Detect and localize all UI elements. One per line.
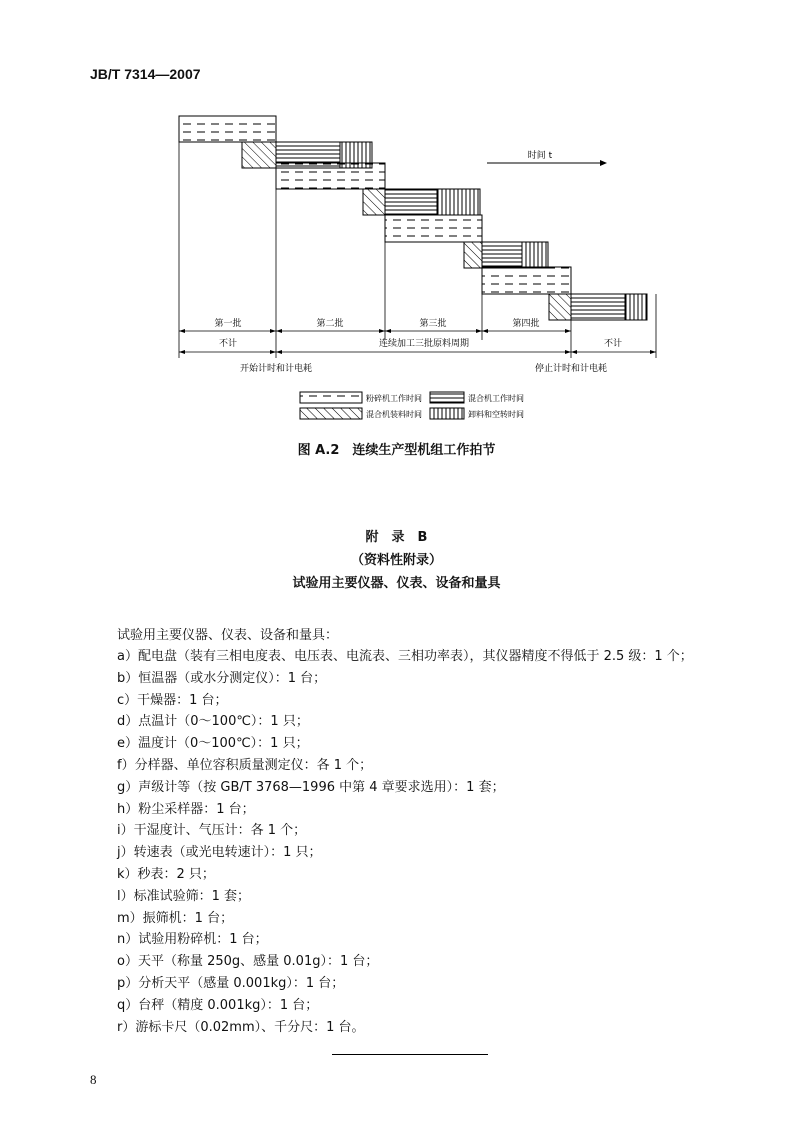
legend-swatch-unload-idle <box>430 408 464 419</box>
figure-legend <box>300 392 524 419</box>
mixer-work-bar-3 <box>482 242 522 268</box>
list-item: i）干湿度计、气压计：各 1 个； <box>117 823 307 839</box>
period-end-label: 不计 <box>603 339 623 349</box>
grinder-work-bar-1 <box>179 116 276 142</box>
list-item: e）温度计（0～100℃）：1 只； <box>117 736 309 752</box>
mixer-loading-bar-3 <box>464 242 482 268</box>
list-item: d）点温计（0～100℃）：1 只； <box>117 714 309 730</box>
grinder-work-bar-4 <box>482 267 571 294</box>
batch-dividers <box>179 142 656 358</box>
mixer-loading-bar-4 <box>549 294 571 320</box>
list-item: p）分析天平（感量 0.001kg）：1 台； <box>117 975 345 991</box>
list-item: l）标准试验筛：1 套； <box>117 888 251 904</box>
period-dimension-line <box>179 350 656 354</box>
figure-caption: 图 A.2 连续生产型机组工作拍节 <box>297 443 496 458</box>
time-arrow-head <box>600 160 607 166</box>
list-item: c）干燥器：1 台； <box>117 692 228 708</box>
list-item: m）振筛机：1 台； <box>117 910 234 926</box>
list-item: k）秒表：2 只； <box>117 866 215 882</box>
period-start-label: 不计 <box>218 339 238 349</box>
time-arrow-label: 时间 t <box>527 151 553 161</box>
legend-label-mixer-work: 混合机工作时间 <box>468 394 524 403</box>
batch-label-3: 第三批 <box>419 319 447 329</box>
list-item: f）分样器、单位容积质量测定仪：各 1 个； <box>117 757 373 773</box>
legend-swatch-mixer-loading <box>300 408 362 419</box>
batch-dimension-line <box>179 329 571 333</box>
document-code: JB/T 7314—2007 <box>90 66 201 82</box>
legend-label-grinder: 粉碎机工作时间 <box>366 394 422 403</box>
list-item: h）粉尘采样器：1 台； <box>117 801 255 817</box>
end-marker-label: 停止计时和计电耗 <box>534 364 608 374</box>
batch-label-2: 第二批 <box>316 319 344 329</box>
appendix-title: 附 录 B <box>365 530 428 545</box>
legend-swatch-grinder <box>300 392 362 403</box>
list-item: j）转速表（或光电转速计）：1 只； <box>117 845 322 861</box>
list-item: a）配电盘（装有三相电度表、电压表、电流表、三相功率表），其仪器精度不得低于 2.5 级：1 个； <box>117 649 693 664</box>
period-middle-label: 连续加工三批原料周期 <box>378 339 470 349</box>
page-number: 8 <box>90 1072 97 1087</box>
appendix-heading: 试验用主要仪器、仪表、设备和量具 <box>292 576 501 591</box>
legend-label-unload-idle: 卸料和空转时间 <box>468 410 524 419</box>
end-rule <box>332 1054 488 1055</box>
list-item: q）台秤（精度 0.001kg）：1 台； <box>117 997 319 1013</box>
mixer-work-bar-4 <box>571 294 625 320</box>
equipment-list <box>117 646 693 1038</box>
mixer-loading-bar-2 <box>363 189 385 215</box>
grinder-work-bar-2 <box>276 163 385 189</box>
legend-label-mixer-loading: 混合机装料时间 <box>366 410 422 419</box>
batch-label-4: 第四批 <box>512 319 540 329</box>
appendix-subtitle: （资料性附录） <box>350 553 442 568</box>
batch-label-1: 第一批 <box>214 319 242 329</box>
unload-idle-bar-3 <box>522 242 548 268</box>
list-item: b）恒温器（或水分测定仪）：1 台； <box>117 670 327 686</box>
list-item: o）天平（称量 250g、感量 0.01g）：1 台； <box>117 954 379 970</box>
work-rhythm-figure <box>0 0 793 460</box>
unload-idle-bar-4 <box>625 294 647 320</box>
list-item: r）游标卡尺（0.02mm）、千分尺：1 台。 <box>117 1019 365 1035</box>
start-marker-label: 开始计时和计电耗 <box>239 364 313 374</box>
appendix-intro: 试验用主要仪器、仪表、设备和量具： <box>117 628 339 643</box>
mixer-work-bar-2 <box>385 189 437 215</box>
unload-idle-bar-2 <box>437 189 480 215</box>
list-item: n）试验用粉碎机：1 台； <box>117 932 268 948</box>
list-item: g）声级计等（按 GB/T 3768—1996 中第 4 章要求选用）：1 套； <box>117 779 505 795</box>
legend-swatch-mixer-work <box>430 392 464 403</box>
grinder-work-bar-3 <box>385 215 482 242</box>
mixer-loading-bar-1 <box>242 142 276 168</box>
